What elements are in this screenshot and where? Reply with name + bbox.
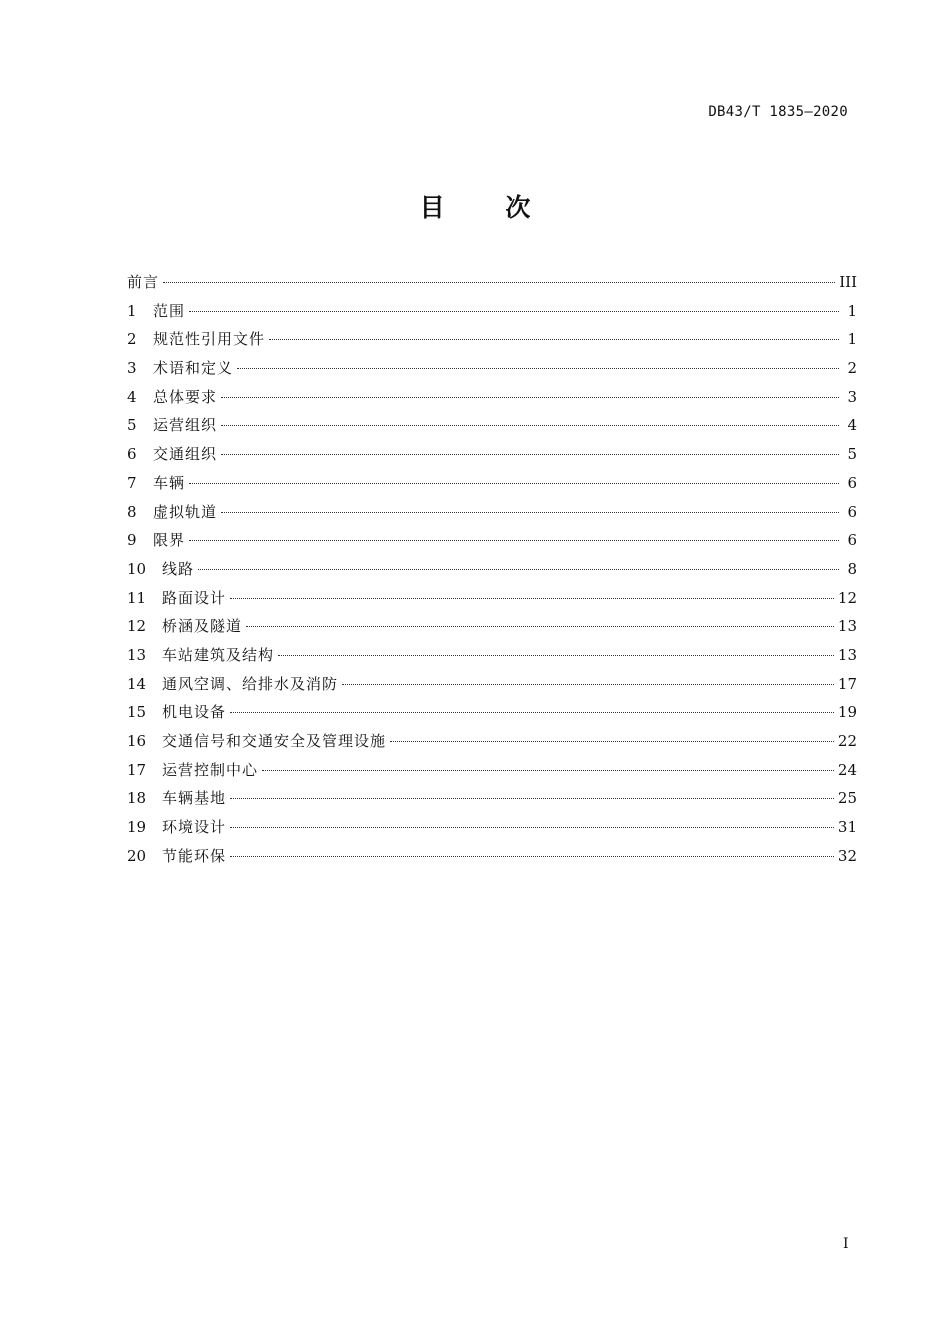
toc-entry-number: 7: [127, 473, 137, 492]
dot-leader: [221, 397, 839, 398]
dot-leader: [246, 626, 834, 627]
toc-entry-page: 6: [847, 502, 857, 521]
toc-entry-label: 车站建筑及结构: [162, 645, 275, 664]
dot-leader: [230, 712, 834, 713]
toc-entry-page: 4: [847, 416, 857, 435]
toc-entry-14[interactable]: [127, 670, 857, 699]
toc-entry-1[interactable]: [127, 297, 857, 326]
toc-entry-page: 8: [847, 559, 857, 578]
toc-entry-label: 环境设计: [162, 818, 227, 837]
toc-entry-number: 20: [127, 846, 147, 865]
dot-leader: [269, 339, 839, 340]
toc-entry-7[interactable]: [127, 469, 857, 498]
toc-entry-9[interactable]: [127, 526, 857, 555]
toc-entry-page: III: [839, 273, 857, 291]
toc-entry-page: 31: [837, 818, 857, 837]
dot-leader: [342, 684, 834, 685]
toc-entry-label: 术语和定义: [153, 359, 234, 378]
toc-entry-page: 13: [837, 645, 857, 664]
toc-entry-13[interactable]: [127, 641, 857, 670]
toc-entry-6[interactable]: [127, 440, 857, 469]
toc-entry-number: 9: [127, 531, 137, 550]
toc-entry-17[interactable]: [127, 756, 857, 785]
toc-entry-label: 交通信号和交通安全及管理设施: [162, 732, 387, 750]
dot-leader: [198, 569, 839, 570]
toc-entry-label: 桥涵及隧道: [162, 617, 243, 636]
toc-entry-number: 3: [127, 359, 137, 378]
toc-entry-number: 15: [127, 703, 147, 722]
toc-entry-page: 1: [847, 301, 857, 320]
title-char-2: 次: [505, 193, 531, 222]
toc-entry-page: 12: [837, 588, 857, 607]
toc-entry-label: 规范性引用文件: [153, 330, 266, 349]
toc-entry-number: 19: [127, 818, 147, 837]
dot-leader: [221, 425, 839, 426]
dot-leader: [230, 598, 834, 599]
toc-entry-18[interactable]: [127, 784, 857, 813]
toc-entry-page: 5: [847, 445, 857, 464]
toc-entry-number: 18: [127, 789, 147, 808]
toc-entry-12[interactable]: [127, 612, 857, 641]
document-code: DB43/T 1835—2020: [708, 104, 848, 120]
table-of-contents: [127, 268, 857, 870]
toc-entry-2[interactable]: [127, 325, 857, 354]
title-char-1: 目: [419, 193, 445, 222]
toc-entry-number: 10: [127, 559, 147, 578]
toc-entry-page: 2: [847, 359, 857, 378]
toc-entry-number: 16: [127, 732, 147, 750]
dot-leader: [230, 798, 834, 799]
toc-entry-label: 前言: [127, 273, 160, 291]
toc-entry-page: 25: [837, 789, 857, 808]
dot-leader: [221, 454, 839, 455]
toc-entry-label: 线路: [162, 559, 195, 578]
toc-entry-19[interactable]: [127, 813, 857, 842]
toc-entry-preface[interactable]: [127, 268, 857, 297]
toc-entry-3[interactable]: [127, 354, 857, 383]
page-title: [0, 188, 950, 224]
dot-leader: [237, 368, 839, 369]
toc-entry-label: 车辆: [153, 473, 186, 492]
toc-entry-page: 6: [847, 473, 857, 492]
toc-entry-16[interactable]: [127, 727, 857, 756]
dot-leader: [230, 856, 834, 857]
toc-entry-label: 运营控制中心: [162, 760, 259, 779]
toc-entry-label: 总体要求: [153, 387, 218, 406]
toc-entry-4[interactable]: [127, 383, 857, 412]
dot-leader: [230, 827, 834, 828]
toc-entry-label: 车辆基地: [162, 789, 227, 808]
dot-leader: [189, 311, 839, 312]
toc-entry-15[interactable]: [127, 698, 857, 727]
toc-entry-number: 1: [127, 301, 137, 320]
toc-entry-label: 限界: [153, 531, 186, 550]
dot-leader: [278, 655, 834, 656]
toc-entry-label: 节能环保: [162, 846, 227, 865]
toc-entry-number: 2: [127, 330, 137, 349]
toc-entry-page: 13: [837, 617, 857, 636]
dot-leader: [189, 540, 839, 541]
toc-entry-page: 3: [847, 387, 857, 406]
toc-entry-page: 1: [847, 330, 857, 349]
dot-leader: [163, 282, 835, 283]
toc-entry-label: 运营组织: [153, 416, 218, 435]
toc-entry-page: 6: [847, 531, 857, 550]
toc-entry-number: 5: [127, 416, 137, 435]
page-number: I: [843, 1236, 849, 1252]
toc-entry-label: 交通组织: [153, 445, 218, 464]
dot-leader: [390, 741, 834, 742]
dot-leader: [262, 770, 834, 771]
toc-entry-page: 19: [837, 703, 857, 722]
toc-entry-number: 11: [127, 588, 147, 607]
toc-entry-number: 17: [127, 760, 147, 779]
toc-entry-label: 范围: [153, 301, 186, 320]
toc-entry-page: 17: [837, 674, 857, 693]
toc-entry-label: 机电设备: [162, 703, 227, 722]
toc-entry-5[interactable]: [127, 411, 857, 440]
toc-entry-number: 13: [127, 645, 147, 664]
dot-leader: [221, 512, 839, 513]
toc-entry-label: 路面设计: [162, 588, 227, 607]
toc-entry-page: 22: [837, 732, 857, 750]
toc-entry-number: 12: [127, 617, 147, 636]
toc-entry-number: 4: [127, 387, 137, 406]
toc-entry-number: 8: [127, 502, 137, 521]
toc-entry-8[interactable]: [127, 498, 857, 527]
toc-entry-number: 6: [127, 445, 137, 464]
toc-entry-page: 32: [837, 846, 857, 865]
toc-entry-11[interactable]: [127, 584, 857, 613]
toc-entry-page: 24: [837, 760, 857, 779]
toc-entry-20[interactable]: [127, 842, 857, 871]
toc-entry-label: 通风空调、给排水及消防: [162, 674, 339, 693]
toc-entry-number: 14: [127, 674, 147, 693]
toc-entry-10[interactable]: [127, 555, 857, 584]
toc-entry-label: 虚拟轨道: [153, 502, 218, 521]
dot-leader: [189, 483, 839, 484]
